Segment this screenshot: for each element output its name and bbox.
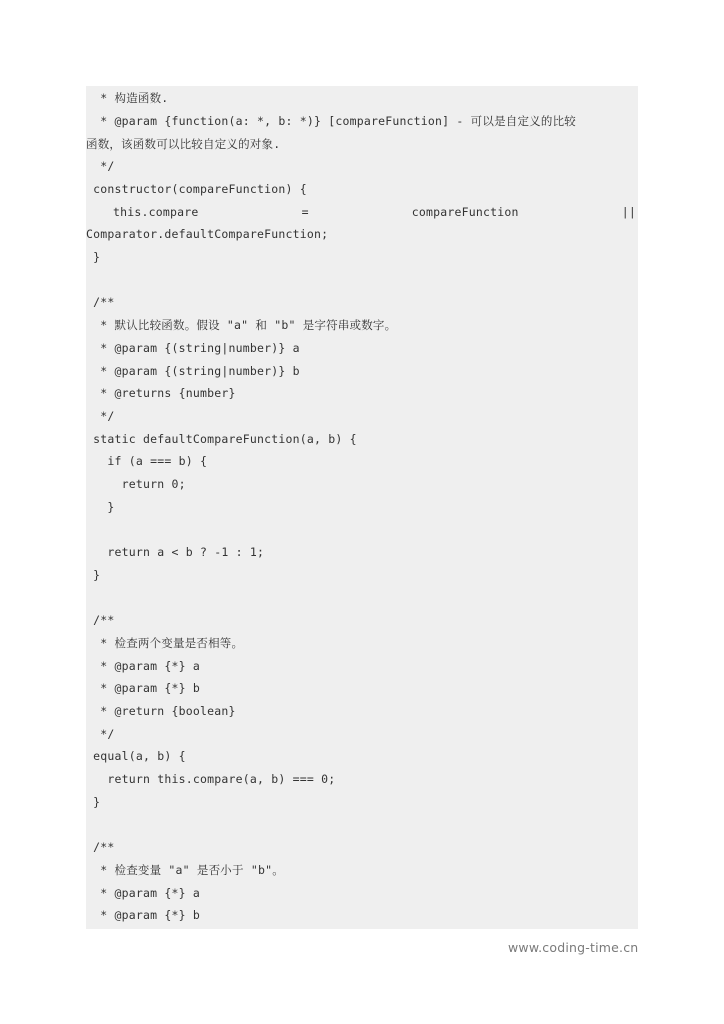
code-line: */	[86, 409, 115, 423]
code-line: * @param {*} a	[86, 886, 200, 900]
code-line: * @param {*} b	[86, 908, 200, 922]
code-line: * 默认比较函数。假设 "a" 和 "b" 是字符串或数字。	[86, 318, 397, 332]
code-line: constructor(compareFunction) {	[86, 182, 307, 196]
code-token: compareFunction	[411, 205, 519, 219]
code-line: }	[86, 795, 101, 809]
code-line: return this.compare(a, b) === 0;	[86, 772, 336, 786]
code-token: this.compare	[113, 205, 199, 219]
code-line: * @param {*} b	[86, 681, 200, 695]
code-token: ||	[621, 205, 636, 219]
code-line: * @param {*} a	[86, 659, 200, 673]
code-line: if (a === b) {	[86, 454, 208, 468]
code-line	[86, 518, 638, 540]
code-block	[86, 86, 638, 929]
code-line: * @param {(string|number)} a	[86, 341, 300, 355]
code-line: }	[86, 250, 101, 264]
code-line: * @return {boolean}	[86, 704, 236, 718]
code-line: equal(a, b) {	[86, 749, 186, 763]
code-line: /**	[86, 295, 115, 309]
code-line: static defaultCompareFunction(a, b) {	[86, 432, 357, 446]
code-line: * @param {function(a: *, b: *)} [compareFunction] - 可以是自定义的比较	[86, 114, 576, 128]
code-line: Comparator.defaultCompareFunction;	[86, 227, 329, 241]
code-line: return a < b ? -1 : 1;	[86, 545, 265, 559]
code-line	[86, 813, 638, 835]
code-line: /**	[86, 840, 115, 854]
code-line: return 0;	[86, 477, 186, 491]
code-line: */	[86, 727, 115, 741]
code-line: * 检查两个变量是否相等。	[86, 636, 244, 650]
code-line: 函数，该函数可以比较自定义的对象.	[86, 137, 281, 151]
code-line: * @returns {number}	[86, 386, 236, 400]
code-line	[86, 269, 638, 291]
code-token: =	[301, 205, 309, 219]
code-line	[86, 586, 638, 608]
code-line: */	[86, 159, 115, 173]
code-line: /**	[86, 613, 115, 627]
code-line: * @param {(string|number)} b	[86, 364, 300, 378]
code-line: * 构造函数.	[86, 91, 169, 105]
code-line-justified	[86, 201, 638, 223]
code-line: }	[86, 568, 101, 582]
code-line: * 检查变量 "a" 是否小于 "b"。	[86, 863, 284, 877]
code-line: }	[86, 500, 115, 514]
footer-url: www.coding-time.cn	[508, 940, 639, 955]
